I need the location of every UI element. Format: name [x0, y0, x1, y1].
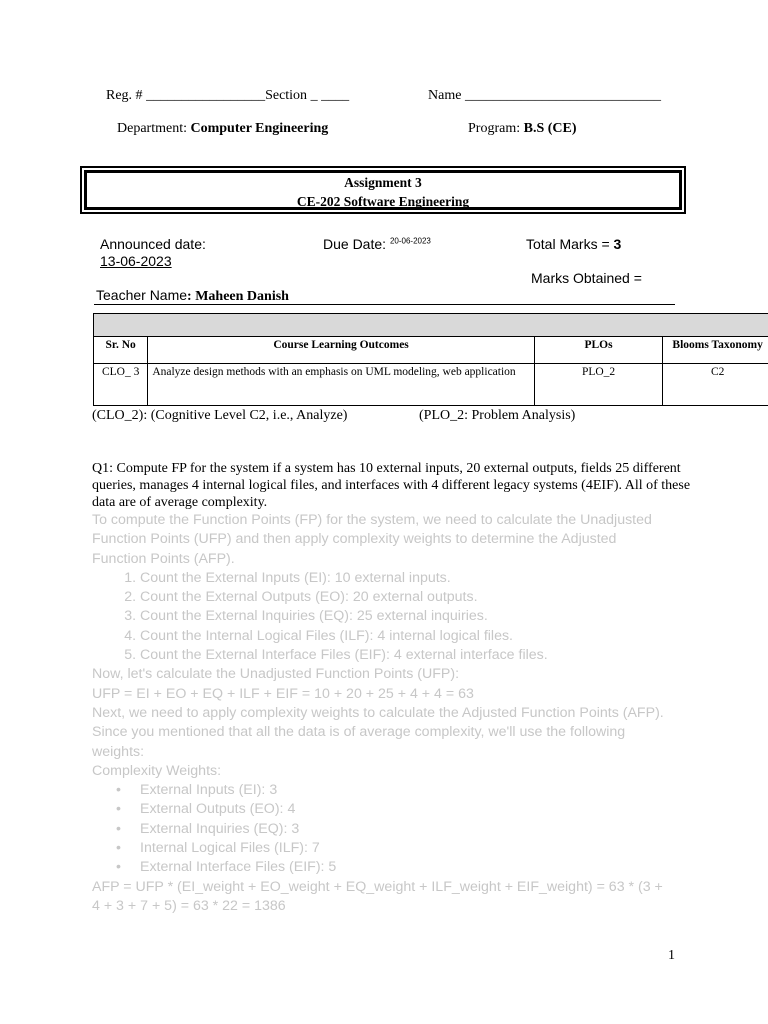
teacher-label: Teacher Name [96, 287, 188, 303]
name-line: ____________________________ [464, 88, 661, 103]
question-text: Q1: Compute FP for the system if a system has 10 external inputs, 20 external outputs, fields 25 different queries, manages 4 internal logical files, and interfaces with 4 different legacy systems (4EIF). All of these data are of average complexity. [92, 461, 691, 510]
list-item: 1. Count the External Inputs (EI): 10 external inputs. [140, 569, 672, 588]
name-field [428, 88, 661, 104]
marks-obtained-label: Marks Obtained = [531, 270, 642, 286]
header-sr-no: Sr. No [94, 337, 148, 364]
total-marks-value: 3 [613, 236, 622, 252]
list-item: • External Outputs (EO): 4 [140, 800, 672, 819]
header-plos: PLOs [534, 337, 662, 364]
cell-clo: Analyze design methods with an emphasis on UML modeling, web application [148, 364, 535, 406]
teacher-field [96, 287, 289, 305]
teacher-underline [94, 304, 675, 305]
clo-table [93, 313, 768, 406]
table-row [94, 364, 768, 406]
cell-plo: PLO_2 [534, 364, 662, 406]
name-label: Name [428, 88, 462, 103]
list-item: • External Inputs (EI): 3 [140, 781, 672, 800]
list-item: 4. Count the Internal Logical Files (ILF): 4 internal logical files. [140, 627, 672, 646]
list-item: • External Interface Files (EIF): 5 [140, 858, 672, 877]
program-label: Program: [468, 121, 521, 136]
teacher-name: : Maheen Danish [187, 289, 289, 304]
course-title: CE-202 Software Engineering [296, 194, 470, 209]
steps-list [92, 569, 672, 665]
assignment-title-inner [84, 170, 682, 210]
weights-title: Complexity Weights: [92, 762, 222, 779]
assignment-title: Assignment 3 [344, 175, 422, 190]
weights-intro: Next, we need to apply complexity weights to calculate the Adjusted Function Points (AFP). Since you mentioned that all the data is of average complexity, we'll use the following weights: [92, 704, 664, 760]
header-blooms: Blooms Taxonomy [663, 337, 768, 364]
weights-list [92, 781, 672, 877]
list-item: 5. Count the External Interface Files (EIF): 4 external interface files. [140, 646, 672, 665]
ufp-intro: Now, let's calculate the Unadjusted Function Points (UFP): [92, 666, 460, 683]
total-marks-label: Total Marks = [526, 236, 610, 252]
due-date: 20-06-2023 [389, 236, 431, 246]
clo-table-shaded-row [94, 314, 768, 337]
list-item: • External Inquiries (EQ): 3 [140, 820, 672, 839]
due-field [323, 236, 431, 252]
reg-label: Reg. # [106, 88, 143, 103]
total-marks-field [526, 236, 621, 252]
department-value: Computer Engineering [190, 121, 329, 136]
assignment-title-box [80, 166, 686, 214]
reg-line: _________________ [146, 88, 266, 103]
list-item: 3. Count the External Inquiries (EQ): 25 external inquiries. [140, 607, 672, 626]
afp-formula: AFP = UFP * (EI_weight + EO_weight + EQ_weight + ILF_weight + EIF_weight) = 63 * (3 + 4 + 3 + 7 + 5) = 63 * 22 = 1386 [92, 878, 663, 914]
program-value: B.S (CE) [523, 121, 577, 136]
program-field [468, 121, 577, 137]
section-line: _ ____ [310, 88, 350, 103]
header-clo: Course Learning Outcomes [148, 337, 535, 364]
due-label: Due Date: [323, 236, 387, 252]
answer-intro: To compute the Function Points (FP) for the system, we need to calculate the Unadjusted Function Points (UFP) and then apply complexity weights to determine the Adjusted Function Points (AFP). [92, 512, 652, 567]
announced-label: Announced date: [100, 236, 206, 252]
clo-table-header [94, 337, 768, 364]
shaded-cell [94, 314, 768, 337]
clo-note-right: (PLO_2: Problem Analysis) [419, 408, 576, 423]
ufp-formula: UFP = EI + EO + EQ + ILF + EIF = 10 + 20 + 25 + 4 + 4 = 63 [92, 685, 474, 702]
list-item: 2. Count the External Outputs (EO): 20 external outputs. [140, 588, 672, 607]
announced-date: 13-06-2023 [100, 253, 172, 269]
section-label: Section [265, 88, 308, 103]
list-item: • Internal Logical Files (ILF): 7 [140, 839, 672, 858]
answer-block [92, 511, 672, 916]
department-field [117, 121, 328, 137]
page-number: 1 [668, 948, 675, 963]
cell-sr-no: CLO_ 3 [94, 364, 148, 406]
reg-field [106, 88, 349, 104]
department-label: Department: [117, 121, 187, 136]
clo-note-left: (CLO_2): (Cognitive Level C2, i.e., Analyze) [92, 408, 348, 423]
cell-blooms: C2 [663, 364, 768, 406]
